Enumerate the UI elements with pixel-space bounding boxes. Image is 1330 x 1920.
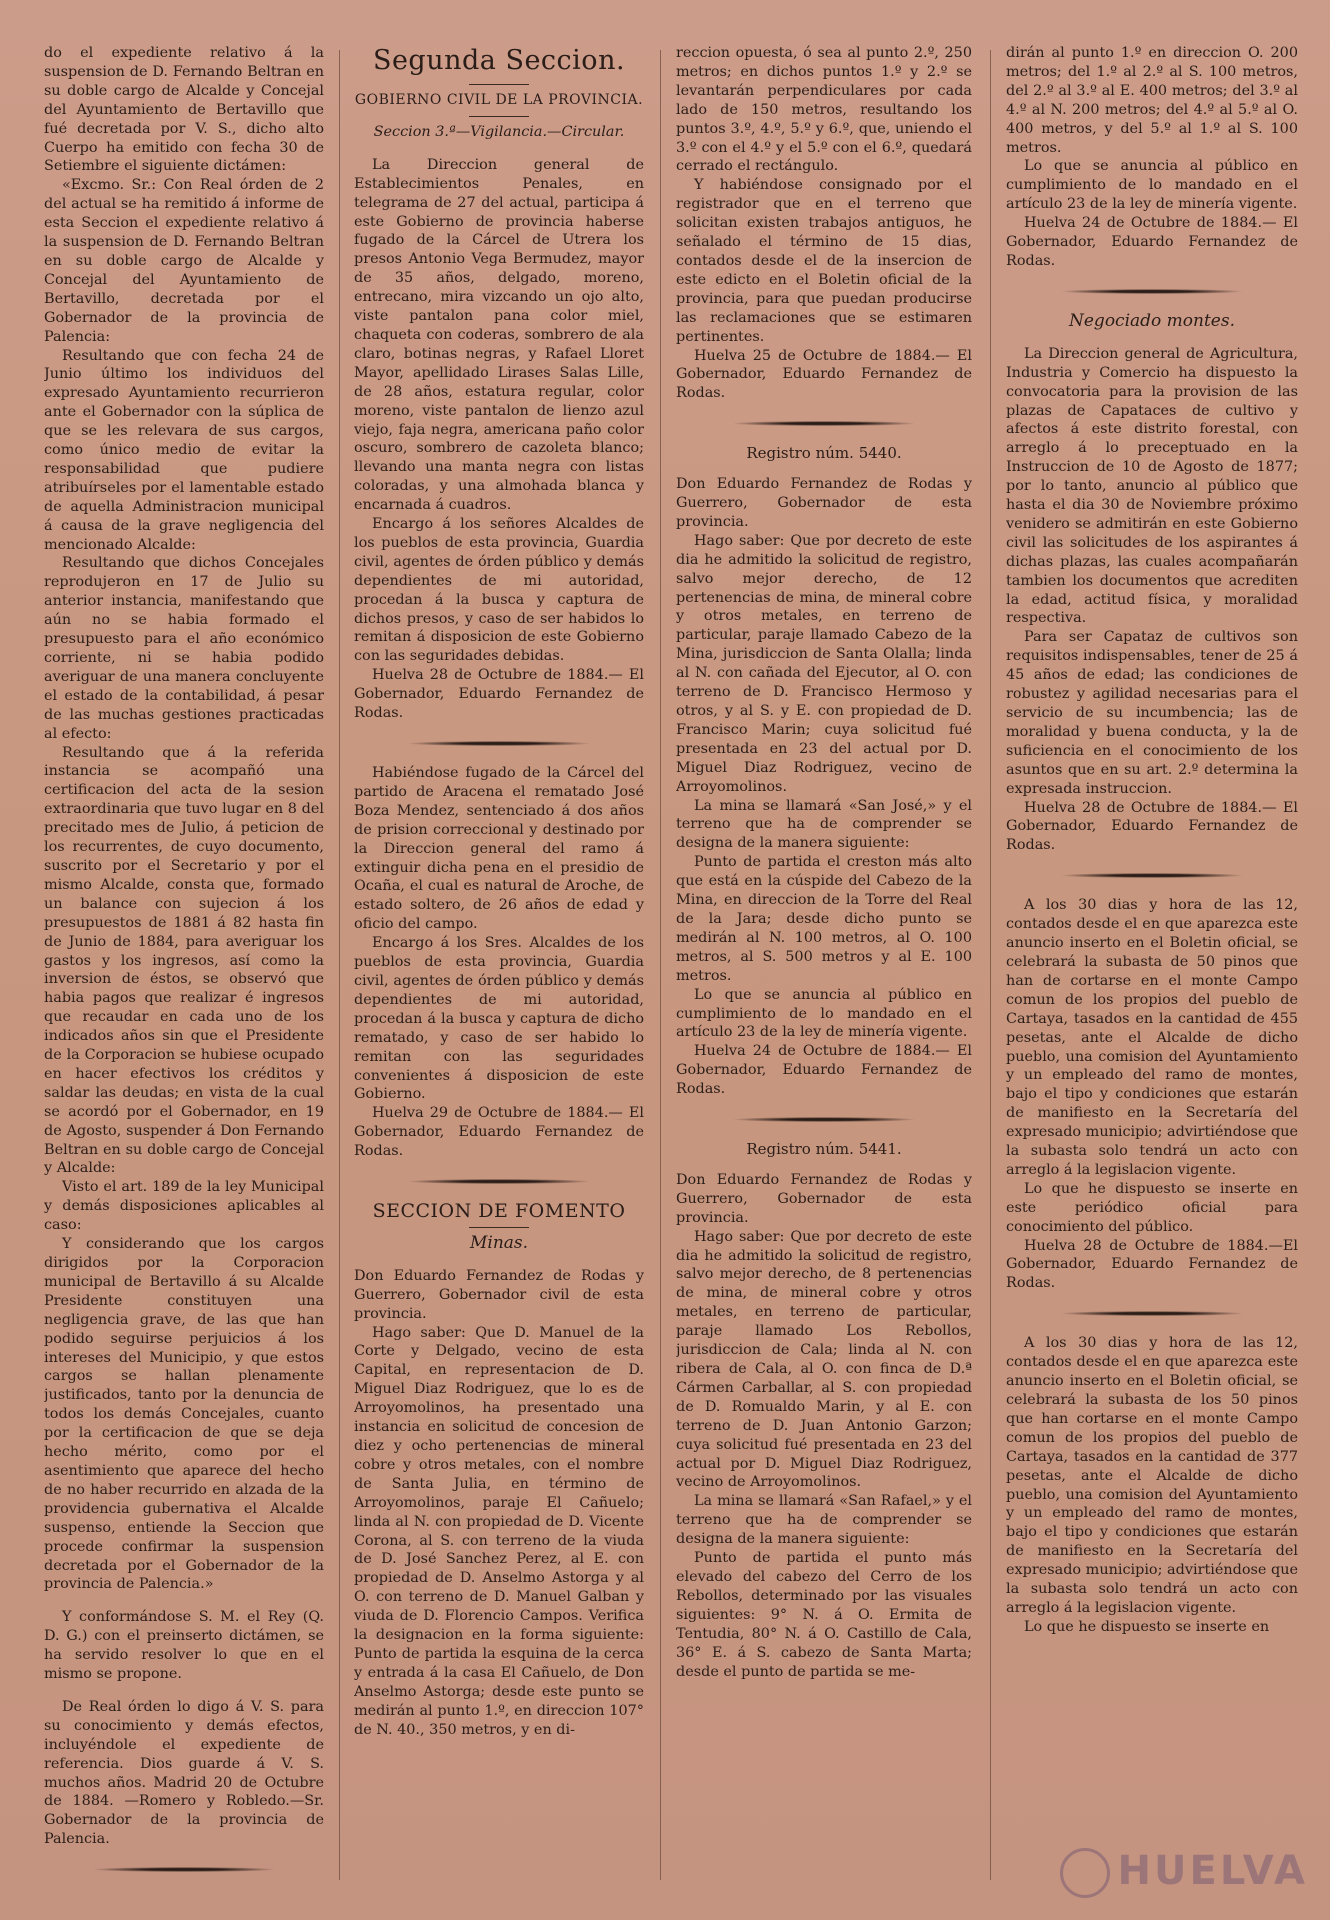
section-separator bbox=[1062, 289, 1242, 294]
section-separator bbox=[409, 1179, 589, 1184]
section-separator bbox=[94, 1867, 274, 1872]
paragraph: Don Eduardo Fernandez de Rodas y Guerrero, Gobernador de esta provincia. bbox=[676, 1171, 972, 1226]
paragraph: Hago saber: Que D. Manuel de la Corte y Delgado, vecino de esta Capital, en representacion de D. Miguel Diaz Rodriguez, que lo es de Arroyomolinos, ha presentado una instancia en solicitud de concesion de diez y ocho pertenencias de mineral cobre y otros metales, con el nombre de Santa Julia, en término de Arroyomolinos, paraje El Cañuelo; linda al N. con propiedad de D. Vicente Corona, al S. con terreno de la viuda de D. José Sanchez Perez, al E. con propiedad de D. Anselmo Astorga y al O. con terreno de D. Manuel Galban y viuda de D. Florencio Campos. Verifica la designacion en la forma siguiente: Punto de partida la esquina de la cerca y entrada á la casa El Cañuelo, de Don Anselmo Astorga; desde este punto se medirán al punto 1.º, en direccion 107° de N. 40., 350 metros, y en di- bbox=[354, 1324, 644, 1738]
column-1 bbox=[44, 44, 324, 1900]
paragraph: La mina se llamará «San Rafael,» y el terreno que ha de comprender se designa de la manera siguiente: bbox=[676, 1493, 972, 1548]
section-separator bbox=[1062, 1311, 1242, 1316]
section-heading: SECCION DE FOMENTO bbox=[372, 1200, 626, 1223]
registry-heading: Registro núm. 5440. bbox=[746, 444, 902, 463]
paragraph: Y conformándose S. M. el Rey (Q. D. G.) con el preinserto dictámen, se ha servido resolver lo que en el mismo se propone. bbox=[44, 1609, 324, 1683]
paragraph: Resultando que á la referida instancia se acompañó una certificacion del acta de la sesion extraordinaria que tuvo lugar en 8 del precitado mes de Julio, á peticion de los recurrentes, de cuyo documento, suscrito por el Secretario y por el mismo Alcalde, consta que, formado un balance con sujecion á los presupuestos de 1881 á 82 hasta fin de Junio de 1884, para averiguar los gastos y los ingresos, así como la inversion de éstos, se observó que habia pagos que realizar é ingresos que recaudar en cada uno de los indicados años sin que el Presidente de la Corporacion se hubiese ocupado en hacer efectivos los créditos y saldar las deudas; en vista de la cual se acordó por el Gobernador, en 19 de Agosto, suspender á Don Fernando Beltran en su doble cargo de Concejal y Alcalde: bbox=[44, 744, 324, 1177]
paragraph: do el expediente relativo á la suspension de D. Fernando Beltran en su doble cargo de Alcalde y Concejal del Ayuntamiento de Bertavillo que fué decretada por V. S., dicho alto Cuerpo ha emitido con fecha 30 de Setiembre el siguiente dictámen: bbox=[44, 45, 324, 175]
short-rule bbox=[469, 84, 529, 85]
watermark-text: HUELVA bbox=[1117, 1848, 1308, 1894]
paragraph: Hago saber: Que por decreto de este dia he admitido la solicitud de registro, salvo mejor derecho, de 12 pertenencias de mina, de mineral cobre y otros metales, en terreno de particular, paraje llamado Cabezo de la Mina, jurisdiccion de Santa Olalla; linda al N. con cañada del Ejecutor, al O. con terreno de D. Francisco Hermoso y otros, y al S. y E. con propiedad de D. Francisco Marin; cuya solicitud fué presentada en 23 del actual por D. Miguel Diaz Rodriguez, vecino de Arroyomolinos. bbox=[676, 532, 972, 795]
paragraph: Huelva 24 de Octubre de 1884.— El Gobernador, Eduardo Fernandez de Rodas. bbox=[1006, 215, 1298, 269]
paragraph: A los 30 dias y hora de las 12, contados desde el en que aparezca este anuncio inserto en el Boletin oficial, se celebrará la subasta de los 50 pinos que han cortarse en el monte Campo comun de los propios del pueblo de Cartaya, tasados en la cantidad de 377 pesetas, ante el Alcalde de dicho pueblo, una comision del Ayuntamiento y un empleado del ramo de montes, bajo el tipo y condiciones que estarán de manifiesto en la Secretaría del expresado municipio; advirtiéndose que la subasta solo tendrá un acto con arreglo á la legislacion vigente. bbox=[1006, 1335, 1298, 1616]
paragraph: La Direccion general de Establecimientos Penales, en telegrama de 27 del actual, participa á este Gobierno de provincia haberse fugado de la Cárcel de Utrera los presos Antonio Vega Bermudez, mayor de 35 años, delgado, moreno, entrecano, mira vizcando un ojo alto, viste pantalon pana color miel, chaqueta con coderas, sombrero de ala claro, botinas negras, y Rafael Lloret Mayor, apellidado Lirases Salas Lille, de 28 años, estatura regular, color moreno, viste pantalon de lienzo azul viejo, faja negra, americana paño color oscuro, sombrero de cazoleta blanco; llevando una manta negra con listas coloradas, y una almohada blanca y encarnada á cuadros. bbox=[354, 156, 644, 514]
section-separator bbox=[734, 1117, 914, 1122]
paragraph: Huelva 28 de Octubre de 1884.— El Gobernador, Eduardo Fernandez de Rodas. bbox=[354, 667, 644, 722]
paragraph: Para ser Capataz de cultivos son requisitos indispensables, tener de 25 á 45 años de edad; las condiciones de robustez y agilidad necesarias para el servicio de su incumbencia; las de moralidad y buena conducta, y la de suficiencia en el conocimiento de los asuntos que en su art. 2.º determina la expresada instruccion. bbox=[1006, 629, 1298, 797]
short-rule bbox=[469, 1227, 529, 1228]
paragraph: Lo que se anuncia al público en cumplimiento de lo mandado en el artículo 23 de la ley de minería vigente. bbox=[676, 986, 972, 1041]
section-title: Segunda Seccion. bbox=[372, 45, 626, 76]
column-rule bbox=[990, 50, 991, 1880]
paragraph: De Real órden lo digo á V. S. para su conocimiento y demás efectos, incluyéndole el expediente de referencia. Dios guarde á V. S. muchos años. Madrid 20 de Octubre de 1884. —Romero y Robledo.—Sr. Gobernador de la provincia de Palencia. bbox=[44, 1698, 324, 1848]
paragraph: Resultando que con fecha 24 de Junio último los individuos del expresado Ayuntamiento recurrieron ante el Gobernador con la súplica de que se les relevara de sus cargos, como único medio de evitar la responsabilidad que pudiere atribuírseles por el lamentable estado de aquella Administracion municipal á causa de la grave negligencia del mencionado Alcalde: bbox=[44, 347, 324, 553]
registry-heading: Registro núm. 5441. bbox=[746, 1140, 902, 1159]
paragraph: Lo que he dispuesto se inserte en bbox=[1024, 1618, 1270, 1635]
paragraph: La mina se llamará «San José,» y el terreno que ha de comprender se designa de la manera siguiente: bbox=[676, 797, 972, 852]
column-4 bbox=[1006, 44, 1298, 1900]
subsection-heading: Negociado montes. bbox=[1069, 310, 1235, 331]
paragraph: Huelva 24 de Octubre de 1884.— El Gobernador, Eduardo Fernandez de Rodas. bbox=[676, 1043, 972, 1098]
column-3 bbox=[676, 44, 972, 1900]
paragraph: Lo que he dispuesto se inserte en este periódico oficial para conocimiento del público. bbox=[1006, 1180, 1298, 1235]
paragraph: Punto de partida el punto más elevado del cabezo del Cerro de los Rebollos, determinado por las visuales siguientes: 9° N. á O. Ermita de Tentudia, 80° N. á O. Castillo de Cala, 36° E. á S. cabezo de Santa Marta; desde el punto de partida se me- bbox=[676, 1550, 972, 1680]
paragraph: Huelva 28 de Octubre de 1884.— El Gobernador, Eduardo Fernandez de Rodas. bbox=[1006, 799, 1298, 854]
paragraph: Encargo á los Sres. Alcaldes de los pueblos de esta provincia, Guardia civil, agentes de órden público y demás dependientes de mi autoridad, procedan á la busca y captura de dicho rematado, y caso de ser habido lo remitan con las seguridades convenientes á disposicion de este Gobierno. bbox=[354, 935, 644, 1103]
paragraph: Lo que se anuncia al público en cumplimiento de lo mandado en el artículo 23 de la ley de minería vigente. bbox=[1006, 158, 1298, 213]
short-rule bbox=[469, 116, 529, 117]
circular-label: Seccion 3.ª—Vigilancia.—Circular. bbox=[373, 123, 625, 140]
paragraph: Don Eduardo Fernandez de Rodas y Guerrero, Gobernador de esta provincia. bbox=[676, 476, 972, 530]
column-rule bbox=[339, 50, 340, 1880]
column-2 bbox=[354, 44, 644, 1900]
paragraph: Encargo á los señores Alcaldes de los pueblos de esta provincia, Guardia civil, agentes de órden público y demás dependientes de mi autoridad, procedan á la busca y captura de dichos presos, y caso de ser habidos lo remitan á disposicion de este Gobierno con las seguridades debidas. bbox=[354, 516, 644, 665]
paragraph: Resultando que dichos Concejales reprodujeron en 17 de Julio su anterior instancia, manifestando que aún no se habia formado el presupuesto para el año económico corriente, ni se habia podido averiguar de una manera concluyente el estado de la contabilidad, á pesar de las muchas gestiones practicadas al efecto: bbox=[44, 555, 324, 742]
archive-watermark bbox=[1060, 1848, 1308, 1898]
paragraph: Y considerando que los cargos dirigidos por la Corporacion municipal de Bertavillo á su Alcalde Presidente constituyen una negligencia grave, de las que han podido seguirse perjuicios á los intereses del Municipio, y que estos cargos se hallan plenamente justificados, tanto por la denuncia de todos los demás Concejales, cuanto por la certificacion de que se deja hecho mérito, como por el asentimiento que aparece del hecho de no haber recurrido en alzada de la providencia gubernativa el Alcalde suspenso, entiende la Seccion que procede confirmar la suspension decretada por el Gobernador de la provincia de Palencia.» bbox=[44, 1236, 324, 1593]
paragraph: Habiéndose fugado de la Cárcel del partido de Aracena el rematado José Boza Mendez, sentenciado á dos años de prision correccional y destinado por la Direccion general del ramo á extinguir dicha pena en el presidio de Ocaña, el cual es natural de Aroche, de estado soltero, de 26 años de edad y oficio del campo. bbox=[354, 765, 644, 933]
section-separator bbox=[734, 421, 914, 426]
seal-icon bbox=[1060, 1848, 1110, 1898]
paragraph: Visto el art. 189 de la ley Municipal y demás disposiciones aplicables al caso: bbox=[44, 1179, 324, 1234]
paragraph: reccion opuesta, ó sea al punto 2.º, 250 metros; en dichos puntos 1.º y 2.º se levantarán perpendiculares por cada lado de 150 metros, resultando los puntos 3.º, 4.º, 5.º y 6.º, que, uniendo el 3.º con el 4.º y el 5.º con el 6.º, quedará cerrado el rectángulo. bbox=[676, 45, 972, 175]
paragraph: «Excmo. Sr.: Con Real órden de 2 del actual se ha remitido á informe de esta Seccion el expediente relativo á la suspension de D. Fernando Beltran en su doble cargo de Alcalde y Concejal del Ayuntamiento de Bertavillo, decretada por el Gobernador de la provincia de Palencia: bbox=[44, 177, 324, 345]
column-rule bbox=[660, 50, 661, 1880]
paragraph: Punto de partida el creston más alto que está en la cúspide del Cabezo de la Mina, en direccion de la Torre del Real de la Jara; desde dicho punto se medirán al N. 100 metros, al O. 100 metros, al S. 500 metros y al E. 100 metros. bbox=[676, 854, 972, 984]
paragraph: La Direccion general de Agricultura, Industria y Comercio ha dispuesto la convocatoria para la provision de las plazas de Capataces de cultivo y afectos á este distrito forestal, con arreglo á lo preceptuado en la Instruccion de 10 de Agosto de 1877; por lo tanto, anuncio al público que hasta el dia 30 de Noviembre próximo venidero se admitirán en este Gobierno civil las solicitudes de los aspirantes á dichas plazas, las cuales acompañarán tambien los documentos que acrediten la edad, actitud física, y moralidad respectiva. bbox=[1006, 345, 1298, 627]
section-separator bbox=[1062, 873, 1242, 878]
subsection-heading: Minas. bbox=[469, 1232, 529, 1253]
paragraph: Huelva 29 de Octubre de 1884.— El Gobernador, Eduardo Fernandez de Rodas. bbox=[354, 1105, 644, 1160]
paragraph: Don Eduardo Fernandez de Rodas y Guerrero, Gobernador civil de esta provincia. bbox=[354, 1267, 644, 1322]
paragraph: dirán al punto 1.º en direccion O. 200 metros; del 1.º al 2.º al S. 100 metros, del 2.º al 3.º al E. 400 metros; del 3.º al 4.º al N. 200 metros; del 4.º al 5.º al O. 400 metros, y del 5.º al 1.º al S. 100 metros. bbox=[1006, 45, 1298, 156]
paragraph: A los 30 dias y hora de las 12, contados desde el en que aparezca este anuncio inserto en el Boletin oficial, se celebrará la subasta de 50 pinos que han de cortarse en el monte Campo comun de los propios del pueblo de Cartaya, tasados en la cantidad de 455 pesetas, ante el Alcalde de dicho pueblo, una comision del Ayuntamiento y un empleado del ramo de montes, bajo el tipo y condiciones que estarán de manifiesto en la Secretaría del expresado municipio; advirtiéndose que la subasta solo tendrá un acto con arreglo á la legislacion vigente. bbox=[1006, 897, 1298, 1178]
paragraph: Y habiéndose consignado por el registrador que en el terreno que solicitan existen trabajos antiguos, he señalado el término de 15 dias, contados desde el de la insercion de este edicto en el Boletin oficial de la provincia, para que puedan producirse las reclamaciones que se estimaren pertinentes. bbox=[676, 177, 972, 345]
section-separator bbox=[409, 741, 589, 746]
section-subhead: GOBIERNO CIVIL DE LA PROVINCIA. bbox=[354, 92, 644, 108]
paragraph: Huelva 25 de Octubre de 1884.— El Gobernador, Eduardo Fernandez de Rodas. bbox=[676, 347, 972, 402]
paragraph: Hago saber: Que por decreto de este dia he admitido la solicitud de registro, salvo mejor derecho, de 8 pertenencias de mina, de mineral cobre y otros metales, en terreno de particular, paraje llamado Los Rebollos, jurisdiccion de Cala; linda al N. con ribera de Cala, al O. con finca de D.ª Cármen Carballar, al S. con propiedad de D. Romualdo Marin, y al E. con terreno de D. Juan Antonio Garzon; cuya solicitud fué presentada en 23 del actual por D. Miguel Diaz Rodriguez, vecino de Arroyomolinos. bbox=[676, 1228, 972, 1491]
paragraph: Huelva 28 de Octubre de 1884.—El Gobernador, Eduardo Fernandez de Rodas. bbox=[1006, 1237, 1298, 1292]
